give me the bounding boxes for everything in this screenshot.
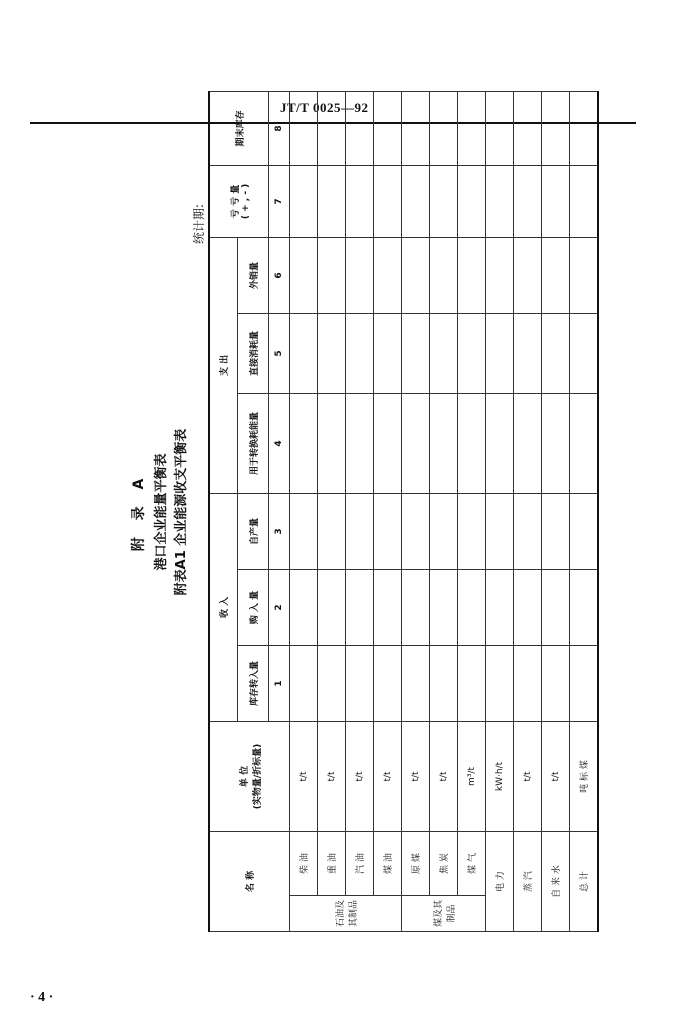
row-name: 重 油 <box>318 831 346 895</box>
row-name: 汽 油 <box>346 831 374 895</box>
row-unit: t/t <box>346 721 374 831</box>
header-stock-in: 库存转入量 <box>238 645 269 721</box>
row-unit: t/t <box>542 721 570 831</box>
row-unit: 吨 标 煤 <box>570 721 599 831</box>
column-number: 8 <box>269 91 290 165</box>
group-coal-products: 煤及其制品 <box>402 896 486 932</box>
header-loss-label: 亏 亏 量 <box>230 184 241 219</box>
table-row <box>402 91 430 931</box>
rotated-annex-page <box>120 92 590 932</box>
column-number: 5 <box>269 313 290 393</box>
statistics-period-label: 统计期: <box>192 204 206 245</box>
table-row <box>374 91 402 931</box>
table-row <box>486 91 514 931</box>
row-name: 总 计 <box>570 831 599 931</box>
header-purchase: 购 入 量 <box>238 569 269 645</box>
table-row <box>542 91 570 931</box>
header-loss <box>209 165 269 237</box>
column-number: 3 <box>269 493 290 569</box>
row-unit: t/t <box>514 721 542 831</box>
table-row-total <box>570 91 599 931</box>
row-name: 自 来 水 <box>542 831 570 931</box>
header-income: 收 入 <box>209 493 238 721</box>
table-row <box>514 91 542 931</box>
energy-balance-table <box>208 91 599 932</box>
standard-code: JT/T 0025—92 <box>280 100 369 115</box>
page-number: · 4 · <box>30 990 54 1005</box>
table-title: 附表A1 企业能源收支平衡表 <box>174 428 189 596</box>
row-unit: kW·h/t <box>486 721 514 831</box>
header-processing: 用于转换耗能量 <box>238 393 269 493</box>
header-unit <box>209 721 290 831</box>
table-row <box>430 91 458 931</box>
header-period-end: 期末库存 <box>209 91 269 165</box>
header-name: 名 称 <box>209 831 290 931</box>
annex-title: 港口企业能量平衡表 <box>154 453 169 571</box>
row-unit: t/t <box>402 721 430 831</box>
row-unit: t/t <box>290 721 318 831</box>
row-name: 原 煤 <box>402 831 430 895</box>
row-name: 电 力 <box>486 831 514 931</box>
table-row <box>290 91 318 931</box>
header-unit-note: (实物量/折标量) <box>252 743 263 810</box>
row-unit: t/t <box>318 721 346 831</box>
row-name: 柴 油 <box>290 831 318 895</box>
header-export: 外销量 <box>238 237 269 313</box>
table-row <box>458 91 486 931</box>
group-oil-products: 石油及其制品 <box>290 896 402 932</box>
header-expense: 支 出 <box>209 237 238 493</box>
annex-label: 附 录 A <box>131 472 147 552</box>
row-name: 煤 油 <box>374 831 402 895</box>
row-name: 蒸 汽 <box>514 831 542 931</box>
column-number: 4 <box>269 393 290 493</box>
header-loss-sign: ( + , - ) <box>240 183 251 220</box>
row-name: 焦 炭 <box>430 831 458 895</box>
row-name: 煤 气 <box>458 831 486 895</box>
header-self-produced: 自产量 <box>238 493 269 569</box>
table-row <box>318 91 346 931</box>
header-unit-label: 单 位 <box>239 765 250 788</box>
column-number: 6 <box>269 237 290 313</box>
table-row <box>346 91 374 931</box>
row-unit: t/t <box>430 721 458 831</box>
header-direct: 直接消耗量 <box>238 313 269 393</box>
column-number: 2 <box>269 569 290 645</box>
row-unit: m³/t <box>458 721 486 831</box>
row-unit: t/t <box>374 721 402 831</box>
column-number: 1 <box>269 645 290 721</box>
column-number: 7 <box>269 165 290 237</box>
